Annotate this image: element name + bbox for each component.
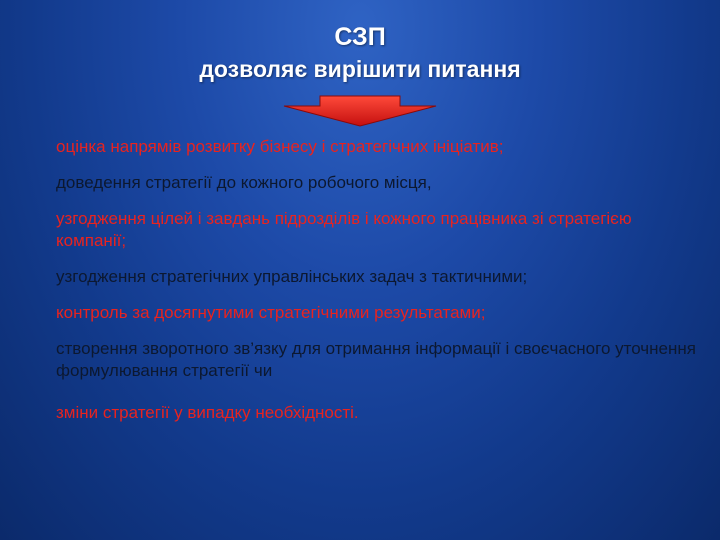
slide-title [0, 22, 720, 84]
bullet-list [56, 136, 696, 438]
list-item: узгодження цілей і завдань підрозділів і кожного працівника зі стратегією компанії; [56, 209, 632, 250]
list-item: узгодження стратегічних управлінських задач з тактичними; [56, 267, 528, 286]
title-line-1: СЗП [334, 23, 386, 51]
list-item: доведення стратегії до кожного робочого місця, [56, 173, 432, 192]
list-item: контроль за досягнутими стратегічними результатами; [56, 303, 486, 322]
list-item: зміни стратегії у випадку необхідності. [56, 403, 359, 422]
list-item: створення зворотного зв’язку для отримання інформації і своєчасного уточнення формулювання стратегії чи [56, 339, 696, 380]
title-line-2: дозволяє вирішити питання [199, 56, 521, 82]
down-arrow-icon [280, 94, 440, 128]
list-item: оцінка напрямів розвитку бізнесу і стратегічних ініціатив; [56, 137, 504, 156]
